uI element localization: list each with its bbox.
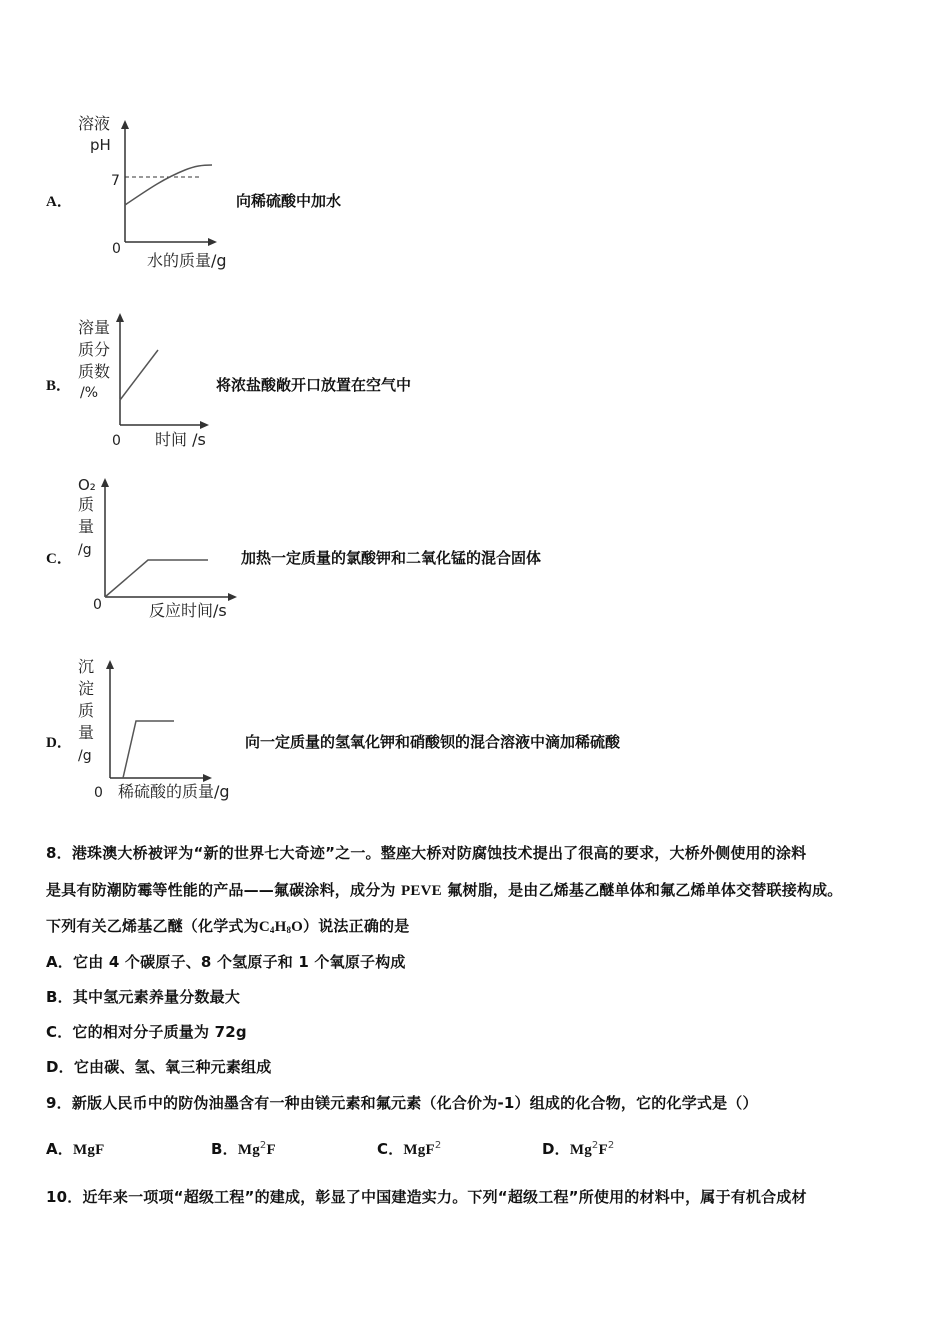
graph-d-ylabel-line3: 质 xyxy=(78,701,95,720)
y-axis-arrow-icon xyxy=(101,478,109,487)
graph-a-origin: 0 xyxy=(112,241,121,257)
q10-stem: 10．近年来一项项“超级工程”的建成，彰显了中国建造实力。下列“超级工程”所使用的材料中，属于有机合成材 xyxy=(46,1188,807,1206)
y-axis-arrow-icon xyxy=(116,313,124,322)
y-axis-arrow-icon xyxy=(106,660,114,669)
q8-peve: PEVE xyxy=(401,883,442,899)
graph-a xyxy=(70,110,240,275)
graph-a-ylabel-line2: pH xyxy=(90,136,111,154)
graph-b-origin: 0 xyxy=(112,433,121,449)
q8-stem-line2 xyxy=(46,879,843,900)
graph-d-ylabel-line4: 量 xyxy=(78,723,95,742)
graph-a-ylabel-line1: 溶液 xyxy=(78,114,111,133)
graph-a-xlabel: 水的质量/g xyxy=(147,251,227,270)
graph-a-description: 向稀硫酸中加水 xyxy=(236,192,342,210)
q8-formula: $C_4H_8O$ xyxy=(258,919,304,935)
y-axis-arrow-icon xyxy=(121,120,129,129)
graph-d-description: 向一定质量的氢氧化钾和硝酸钡的混合溶液中滴加稀硫酸 xyxy=(245,733,621,751)
graph-b-ylabel-line4: /% xyxy=(80,385,99,401)
graph-d-ylabel-line2: 淀 xyxy=(78,679,95,698)
graph-c-ylabel-line3: 量 xyxy=(78,517,95,536)
graph-d-ylabel-line5: /g xyxy=(78,748,92,764)
graph-c-ylabel-line4: /g xyxy=(78,542,92,558)
graph-d xyxy=(70,652,250,807)
x-axis-arrow-icon xyxy=(228,593,237,601)
q8-line2-part2: 氟树脂，是由乙烯基乙醚单体和氟乙烯单体交替联接构成。 xyxy=(447,881,843,899)
option-letter-b: B． xyxy=(46,378,72,394)
q8-option-a[interactable]: A．它由 4 个碳原子、8 个氢原子和 1 个氧原子构成 xyxy=(46,953,406,971)
q8-stem-line1: 8．港珠澳大桥被评为“新的世界七大奇迹”之一。整座大桥对防腐蚀技术提出了很高的要求，大桥外侧使用的涂料 xyxy=(46,844,807,862)
option-letter-a: A． xyxy=(46,194,72,210)
x-axis-arrow-icon xyxy=(203,774,212,782)
q9-option-b[interactable]: B．Mg$^2$F xyxy=(211,1140,276,1158)
graph-d-line xyxy=(123,721,174,778)
option-letter-c: C． xyxy=(46,551,72,567)
q8-line3-part2: ）说法正确的是 xyxy=(303,917,410,935)
q8-option-c[interactable]: C．它的相对分子质量为 72g xyxy=(46,1023,247,1041)
graph-c-ylabel-line2: 质 xyxy=(78,495,95,514)
graph-c-line xyxy=(105,560,208,597)
graph-c-origin: 0 xyxy=(93,597,102,613)
graph-c-xlabel: 反应时间/s xyxy=(149,601,227,620)
graph-b-ylabel-line1: 溶量 xyxy=(78,318,111,337)
q9-option-c[interactable]: C．MgF$^2$ xyxy=(377,1140,442,1158)
graph-b-line xyxy=(120,350,158,400)
graph-a-ytick-7: 7 xyxy=(111,173,120,189)
q8-option-b[interactable]: B．其中氢元素养量分数最大 xyxy=(46,988,241,1006)
graph-d-origin: 0 xyxy=(94,785,103,801)
q8-option-d[interactable]: D．它由碳、氢、氧三种元素组成 xyxy=(46,1058,272,1076)
graph-c-ylabel-line1: O₂ xyxy=(78,476,96,494)
q8-line2-part1: 是具有防潮防霉等性能的产品——氟碳涂料，成分为 xyxy=(46,881,396,899)
option-letter-d: D． xyxy=(46,735,72,751)
graph-b-ylabel-line3: 质数 xyxy=(78,362,111,381)
q8-line3-part1: 下列有关乙烯基乙醚（化学式为 xyxy=(46,917,259,935)
graph-d-xlabel: 稀硫酸的质量/g xyxy=(118,782,230,801)
graph-c-description: 加热一定质量的氯酸钾和二氧化锰的混合固体 xyxy=(241,549,542,567)
graph-c xyxy=(70,470,250,625)
q9-option-d[interactable]: D．$Mg^2F^2$ xyxy=(542,1140,615,1158)
q9-option-a[interactable]: A．MgF xyxy=(46,1140,105,1158)
graph-b xyxy=(70,305,240,460)
graph-a-curve xyxy=(125,165,212,205)
q9-stem: 9．新版人民币中的防伪油墨含有一种由镁元素和氟元素（化合价为-1）组成的化合物，它的化学式是（） xyxy=(46,1094,758,1112)
graph-b-description: 将浓盐酸敞开口放置在空气中 xyxy=(216,376,412,394)
q8-stem-line3 xyxy=(46,915,409,936)
graph-b-ylabel-line2: 质分 xyxy=(78,340,111,359)
x-axis-arrow-icon xyxy=(208,238,217,246)
graph-d-ylabel-line1: 沉 xyxy=(78,657,95,676)
x-axis-arrow-icon xyxy=(200,421,209,429)
graph-b-xlabel: 时间 /s xyxy=(155,430,206,449)
